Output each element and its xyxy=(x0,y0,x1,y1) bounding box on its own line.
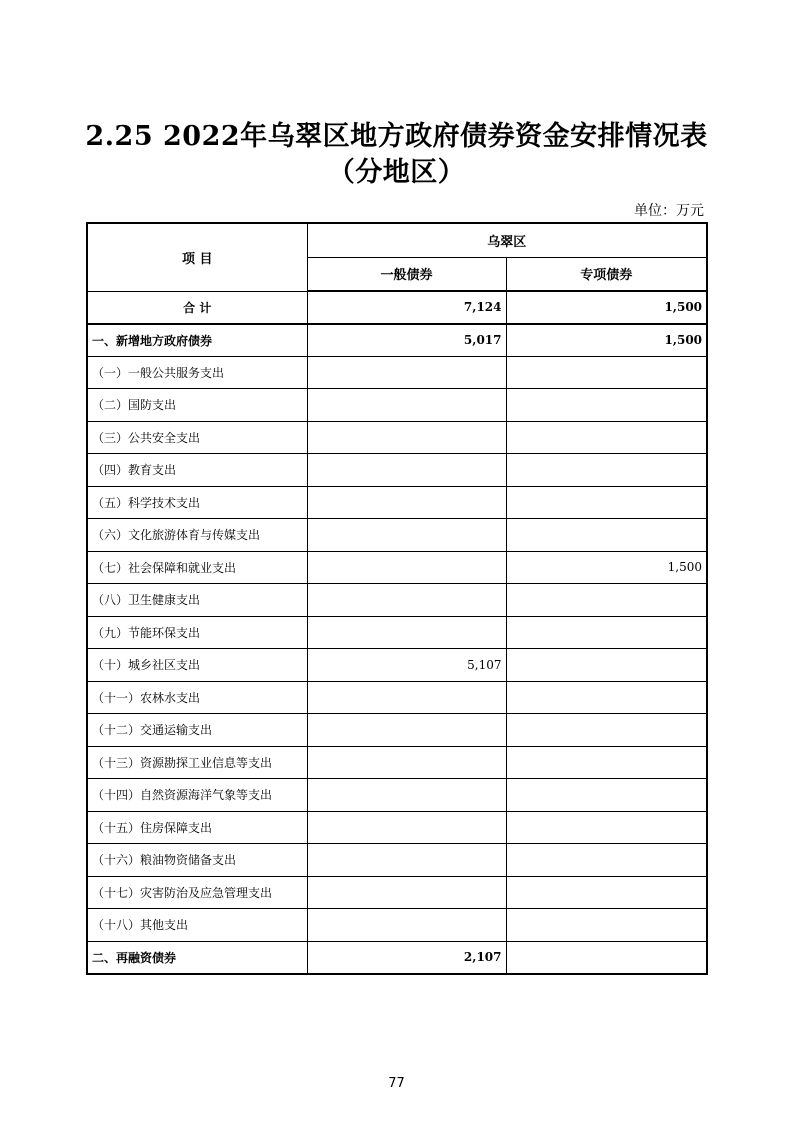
special-bond-cell xyxy=(506,811,707,844)
special-bond-cell xyxy=(506,389,707,422)
header-item: 项 目 xyxy=(87,223,307,291)
special-bond-cell: 1,500 xyxy=(506,324,707,357)
table-row xyxy=(87,421,707,454)
unit-label: 单位：万元 xyxy=(634,203,704,219)
row-label: （四）教育支出 xyxy=(87,454,307,487)
general-bond-cell xyxy=(307,584,506,617)
page-number: 77 xyxy=(388,1076,405,1091)
special-bond-cell xyxy=(506,486,707,519)
row-label: （十七）灾害防治及应急管理支出 xyxy=(87,876,307,909)
general-bond-cell: 7,124 xyxy=(307,291,506,324)
special-bond-cell xyxy=(506,844,707,877)
table-row xyxy=(87,649,707,682)
general-bond-cell xyxy=(307,681,506,714)
general-bond-cell xyxy=(307,389,506,422)
page-subtitle: （分地区） xyxy=(327,157,466,188)
special-bond-cell xyxy=(506,941,707,974)
special-bond-cell: 1,500 xyxy=(506,551,707,584)
general-bond-cell xyxy=(307,519,506,552)
row-label: （十六）粮油物资储备支出 xyxy=(87,844,307,877)
row-label: （八）卫生健康支出 xyxy=(87,584,307,617)
row-label: （九）节能环保支出 xyxy=(87,616,307,649)
table-row xyxy=(87,811,707,844)
general-bond-cell xyxy=(307,454,506,487)
table-row xyxy=(87,909,707,942)
special-bond-cell xyxy=(506,746,707,779)
general-bond-cell xyxy=(307,714,506,747)
special-bond-cell xyxy=(506,909,707,942)
table-row xyxy=(87,519,707,552)
page-title: 2.25 2022年乌翠区地方政府债券资金安排情况表 xyxy=(85,121,708,152)
general-bond-cell xyxy=(307,421,506,454)
row-label: （六）文化旅游体育与传媒支出 xyxy=(87,519,307,552)
special-bond-cell xyxy=(506,779,707,812)
special-bond-cell xyxy=(506,356,707,389)
table-row xyxy=(87,876,707,909)
special-bond-cell xyxy=(506,649,707,682)
row-label: 一、新增地方政府债券 xyxy=(87,324,307,357)
general-bond-cell: 2,107 xyxy=(307,941,506,974)
table-row xyxy=(87,746,707,779)
row-label: （二）国防支出 xyxy=(87,389,307,422)
table-row xyxy=(87,291,707,324)
row-label: 二、再融资债券 xyxy=(87,941,307,974)
row-label: （十一）农林水支出 xyxy=(87,681,307,714)
table-row xyxy=(87,454,707,487)
general-bond-cell xyxy=(307,811,506,844)
table-row xyxy=(87,681,707,714)
table-row xyxy=(87,324,707,357)
row-label: （十五）住房保障支出 xyxy=(87,811,307,844)
table-row xyxy=(87,779,707,812)
general-bond-cell xyxy=(307,356,506,389)
table-row xyxy=(87,941,707,974)
debt-allocation-table xyxy=(86,222,708,975)
general-bond-cell: 5,017 xyxy=(307,324,506,357)
row-label: （十四）自然资源海洋气象等支出 xyxy=(87,779,307,812)
row-label: （七）社会保障和就业支出 xyxy=(87,551,307,584)
general-bond-cell xyxy=(307,779,506,812)
special-bond-cell xyxy=(506,421,707,454)
header-special-bond: 专项债券 xyxy=(506,257,707,291)
table-row xyxy=(87,584,707,617)
table-row xyxy=(87,844,707,877)
row-label: （五）科学技术支出 xyxy=(87,486,307,519)
special-bond-cell xyxy=(506,454,707,487)
table-row xyxy=(87,616,707,649)
row-label: （十二）交通运输支出 xyxy=(87,714,307,747)
special-bond-cell xyxy=(506,616,707,649)
general-bond-cell xyxy=(307,746,506,779)
general-bond-cell xyxy=(307,486,506,519)
general-bond-cell xyxy=(307,616,506,649)
general-bond-cell xyxy=(307,551,506,584)
table-header-row xyxy=(87,223,707,257)
special-bond-cell xyxy=(506,714,707,747)
general-bond-cell xyxy=(307,844,506,877)
special-bond-cell xyxy=(506,681,707,714)
table-row xyxy=(87,714,707,747)
table-row xyxy=(87,356,707,389)
header-general-bond: 一般债券 xyxy=(307,257,506,291)
general-bond-cell: 5,107 xyxy=(307,649,506,682)
row-label: （十八）其他支出 xyxy=(87,909,307,942)
special-bond-cell xyxy=(506,876,707,909)
row-label: （十三）资源勘探工业信息等支出 xyxy=(87,746,307,779)
row-label: 合 计 xyxy=(87,291,307,324)
table-row xyxy=(87,551,707,584)
row-label: （一）一般公共服务支出 xyxy=(87,356,307,389)
general-bond-cell xyxy=(307,909,506,942)
table-row xyxy=(87,389,707,422)
header-region: 乌翠区 xyxy=(307,223,707,257)
row-label: （三）公共安全支出 xyxy=(87,421,307,454)
special-bond-cell: 1,500 xyxy=(506,291,707,324)
table-row xyxy=(87,486,707,519)
row-label: （十）城乡社区支出 xyxy=(87,649,307,682)
special-bond-cell xyxy=(506,584,707,617)
general-bond-cell xyxy=(307,876,506,909)
special-bond-cell xyxy=(506,519,707,552)
